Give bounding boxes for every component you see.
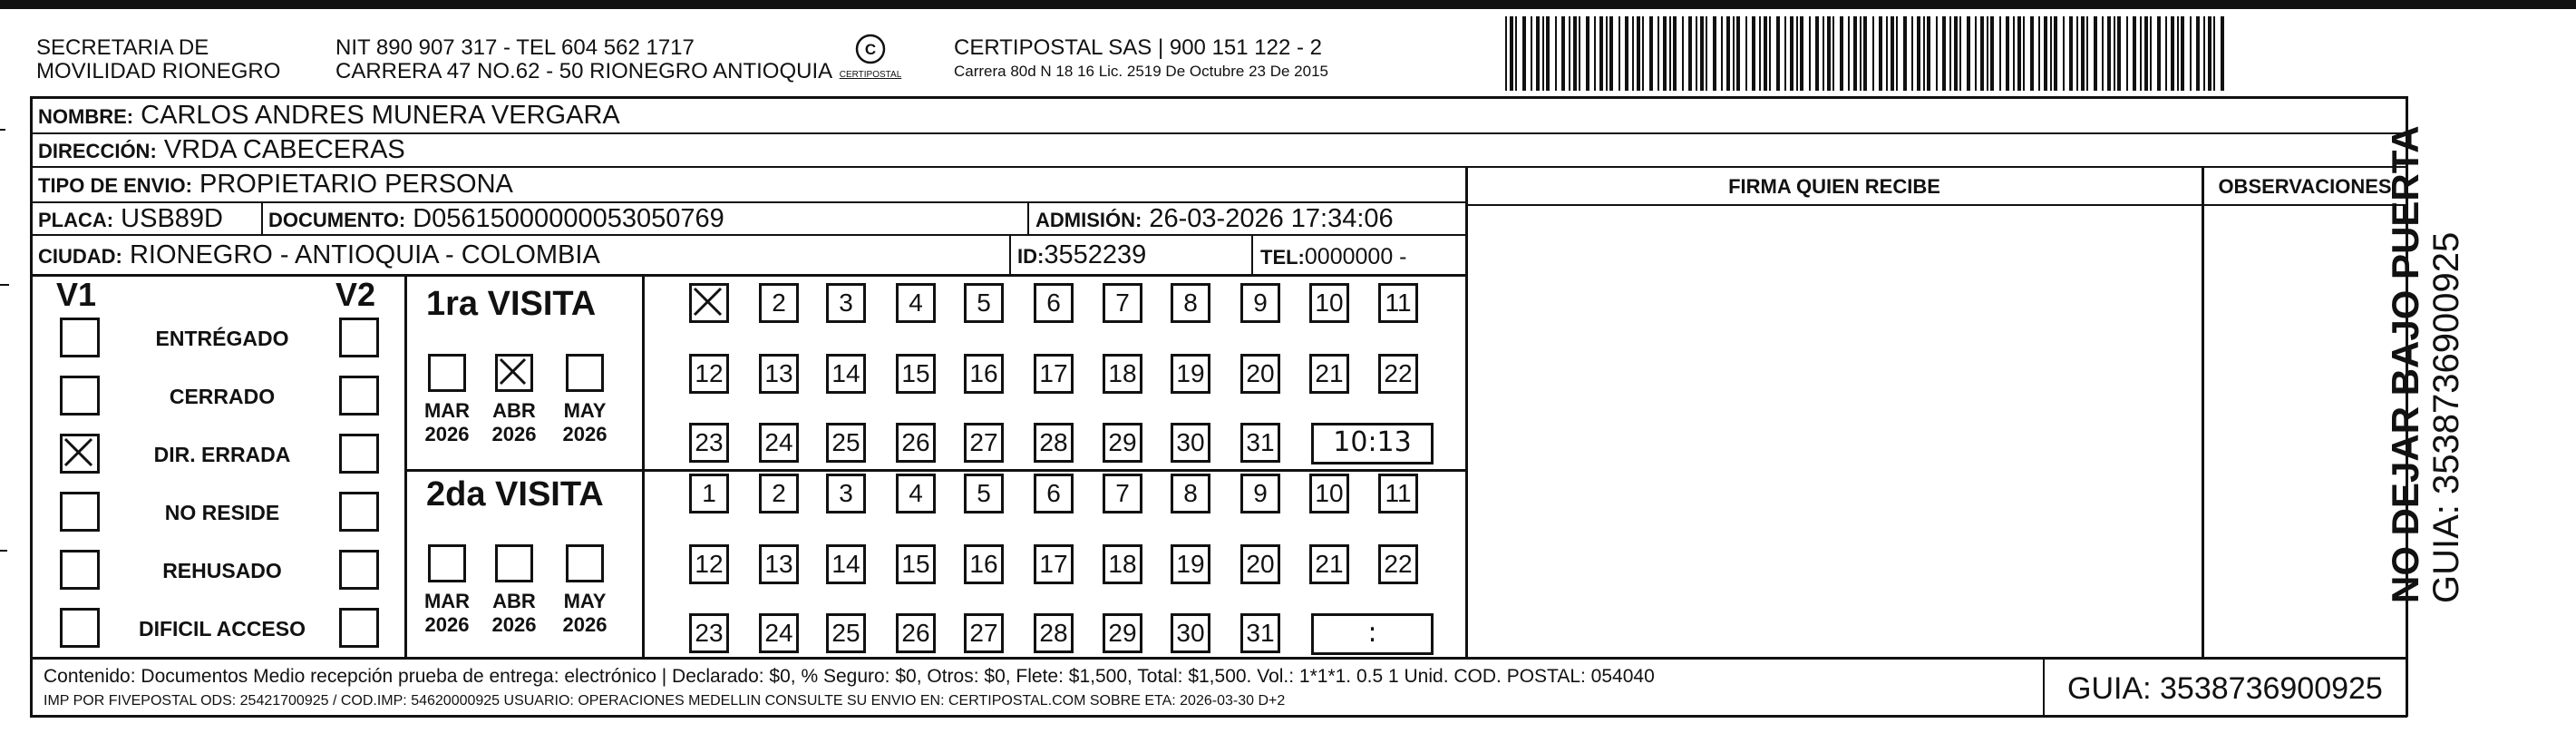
direccion-value: VRDA CABECERAS	[163, 135, 405, 164]
status-option-label: DIR. ERRADA	[153, 443, 291, 466]
month-year: 2026	[562, 613, 608, 636]
barcode-bar	[1891, 16, 1894, 91]
day-box[interactable]: 25	[826, 423, 866, 463]
nombre-value: CARLOS ANDRES MUNERA VERGARA	[141, 101, 620, 130]
barcode-bar	[1759, 16, 1761, 91]
firma-header: FIRMA QUIEN RECIBE	[1728, 175, 1940, 198]
barcode-bar	[2144, 16, 2148, 91]
day-box[interactable]: 6	[1034, 474, 1074, 513]
day-box[interactable]: 3	[826, 283, 866, 323]
v1-checkbox[interactable]	[60, 608, 100, 648]
day-box[interactable]: 11	[1378, 474, 1418, 513]
nombre-row	[38, 100, 620, 132]
barcode-bar	[1531, 16, 1532, 91]
month-name: MAR	[423, 590, 471, 612]
v1-checkbox[interactable]	[60, 376, 100, 416]
svg-text:C: C	[864, 41, 877, 58]
barcode-bar	[1663, 16, 1667, 91]
day-box[interactable]: 14	[826, 544, 866, 584]
barcode-bar	[2117, 16, 2121, 91]
v2-checkbox[interactable]	[339, 434, 379, 474]
secretaria-line1: SECRETARIA DE	[36, 35, 209, 60]
barcode-bar	[1713, 16, 1716, 91]
tipo-envio-value: PROPIETARIO PERSONA	[199, 170, 513, 199]
barcode-bar	[1784, 16, 1786, 91]
documento-cell	[268, 203, 724, 236]
month-label	[415, 590, 479, 637]
month-name: MAY	[563, 590, 607, 612]
barcode-bar	[1522, 16, 1526, 91]
month-checkbox[interactable]	[428, 544, 466, 582]
barcode-bar	[1682, 16, 1684, 91]
barcode-bar	[1536, 16, 1540, 91]
barcode-bar	[2203, 16, 2205, 91]
barcode-bar	[1936, 16, 1938, 91]
barcode-bar	[1649, 16, 1653, 91]
barcode-bar	[2063, 16, 2065, 91]
day-box[interactable]: 23	[689, 613, 729, 653]
day-box[interactable]: 17	[1034, 354, 1074, 394]
check-mark-icon	[498, 357, 530, 389]
barcode-bar	[1619, 16, 1620, 91]
placa-value: USB89D	[121, 204, 223, 233]
status-option-label: NO RESIDE	[164, 501, 280, 524]
barcode-bar	[1954, 16, 1958, 91]
barcode-bar	[1733, 16, 1735, 91]
barcode-bar	[1815, 16, 1819, 91]
status-option-label: CERRADO	[169, 385, 276, 408]
v1-checkbox[interactable]	[60, 318, 100, 357]
visit-title-divider	[642, 277, 645, 659]
day-box[interactable]: 24	[759, 613, 799, 653]
barcode-bar	[1860, 16, 1862, 91]
barcode-bar	[1594, 16, 1596, 91]
day-box[interactable]: 19	[1171, 544, 1210, 584]
visit-separator	[404, 469, 1467, 472]
day-box[interactable]: 14	[826, 354, 866, 394]
day-box[interactable]: 28	[1034, 613, 1074, 653]
barcode-bar	[1745, 16, 1747, 91]
id-value: 3552239	[1044, 240, 1147, 269]
barcode-bar	[1609, 16, 1613, 91]
barcode-bar	[2171, 16, 2174, 91]
top-border	[0, 0, 2576, 9]
barcode-bar	[1673, 16, 1677, 91]
day-box[interactable]: 7	[1103, 283, 1142, 323]
footer-guia: GUIA: 3538736900925	[2067, 671, 2383, 706]
barcode-bar	[1975, 16, 1977, 91]
status-option-label: ENTRÉGADO	[155, 327, 289, 350]
month-label	[482, 399, 546, 446]
footer-imp: IMP POR FIVEPOSTAL ODS: 25421700925 / COD.IMP: 54620000925 USUARIO: OPERACIONES MEDELLIN CONSULTE SU ENVIO EN: CERTIPOSTAL.COM SOBRE ETA: 2026-03-30 D+2	[44, 693, 1286, 709]
certipostal-logo	[832, 33, 909, 80]
day-box[interactable]: 10	[1309, 474, 1349, 513]
admision-value: 26-03-2026 17:34:06	[1149, 204, 1394, 233]
barcode-bar	[1515, 16, 1517, 91]
barcode-bar	[1632, 16, 1634, 91]
tipo-envio-label: TIPO DE ENVIO:	[38, 174, 192, 197]
barcode-bar	[1980, 16, 1984, 91]
barcode-bar	[1669, 16, 1671, 91]
form-left-border	[30, 96, 33, 717]
day-box[interactable]	[689, 283, 729, 323]
certipostal-line2: Carrera 80d N 18 16 Lic. 2519 De Octubre 23 De 2015	[954, 63, 1328, 80]
day-box[interactable]: 23	[689, 423, 729, 463]
barcode-bar	[1911, 16, 1913, 91]
day-box[interactable]: 2	[759, 283, 799, 323]
day-box[interactable]: 22	[1378, 544, 1418, 584]
barcode-bar	[1752, 16, 1755, 91]
barcode-bar	[1903, 16, 1907, 91]
barcode-bar	[1726, 16, 1730, 91]
day-box[interactable]: 11	[1378, 283, 1418, 323]
day-box[interactable]: 30	[1171, 423, 1210, 463]
guia-divider	[2043, 659, 2045, 717]
day-box[interactable]: 15	[896, 354, 936, 394]
month-name: ABR	[492, 399, 536, 422]
margin-mark	[0, 550, 7, 552]
barcode-bar	[1796, 16, 1798, 91]
firma-area[interactable]	[1470, 207, 2200, 655]
barcode-bar	[1927, 16, 1930, 91]
v2-checkbox[interactable]	[339, 608, 379, 648]
placa-divider	[261, 201, 263, 236]
month-label	[482, 590, 546, 637]
side-text	[2385, 125, 2466, 603]
barcode-bar	[1809, 16, 1811, 91]
id-cell	[1017, 240, 1146, 272]
barcode-bar	[1579, 16, 1580, 91]
month-checkbox[interactable]	[495, 354, 533, 392]
ciudad-value: RIONEGRO - ANTIOQUIA - COLOMBIA	[129, 240, 600, 269]
observaciones-area[interactable]	[2206, 207, 2404, 655]
barcode-bar	[2081, 16, 2085, 91]
barcode-bar	[2190, 16, 2192, 91]
day-box[interactable]: 1	[689, 474, 729, 513]
month-year: 2026	[424, 423, 470, 445]
barcode-bar	[2133, 16, 2136, 91]
day-box[interactable]: 30	[1171, 613, 1210, 653]
admision-cell	[1035, 203, 1394, 236]
day-box[interactable]: 7	[1103, 474, 1142, 513]
time-box[interactable]: 10:13	[1311, 423, 1434, 465]
barcode	[1505, 16, 2231, 91]
time-box[interactable]: :	[1311, 613, 1434, 655]
barcode-bar	[2107, 16, 2111, 91]
barcode-bar	[1637, 16, 1640, 91]
v1-checkbox[interactable]	[60, 434, 100, 474]
barcode-bar	[2023, 16, 2025, 91]
form-bottom-border	[30, 715, 2407, 718]
barcode-bar	[1599, 16, 1603, 91]
tel-cell	[1260, 241, 1407, 273]
month-name: MAR	[423, 399, 471, 422]
barcode-bar	[1688, 16, 1692, 91]
day-box[interactable]: 29	[1103, 423, 1142, 463]
admision-divider	[1027, 201, 1029, 236]
barcode-bar	[1987, 16, 1988, 91]
month-checkbox[interactable]	[566, 354, 604, 392]
check-mark-icon	[63, 436, 97, 471]
barcode-bar	[2114, 16, 2115, 91]
nombre-label: NOMBRE:	[38, 105, 134, 128]
day-box[interactable]: 4	[896, 474, 936, 513]
logo-text: CERTIPOSTAL	[839, 70, 902, 80]
documento-label: DOCUMENTO:	[268, 209, 406, 231]
v2-checkbox[interactable]	[339, 492, 379, 532]
month-year: 2026	[424, 613, 470, 636]
barcode-bar	[2076, 16, 2078, 91]
barcode-bar	[1586, 16, 1589, 91]
barcode-bar	[1840, 16, 1843, 91]
footer-top-line	[30, 657, 2407, 660]
barcode-bar	[1561, 16, 1565, 91]
barcode-bar	[1776, 16, 1780, 91]
day-box[interactable]: 26	[896, 423, 936, 463]
barcode-bar	[1896, 16, 1898, 91]
barcode-bar	[2181, 16, 2184, 91]
barcode-bar	[1872, 16, 1874, 91]
tel-label: TEL:	[1260, 246, 1305, 269]
day-box[interactable]: 27	[964, 613, 1004, 653]
day-box[interactable]: 31	[1240, 423, 1280, 463]
month-name: ABR	[492, 590, 536, 612]
barcode-bar	[2069, 16, 2073, 91]
day-box[interactable]: 25	[826, 613, 866, 653]
barcode-bar	[1832, 16, 1834, 91]
observaciones-header: OBSERVACIONES	[2218, 175, 2392, 198]
ciudad-label: CIUDAD:	[38, 245, 122, 268]
status-divider	[404, 277, 407, 659]
day-box[interactable]: 21	[1309, 354, 1349, 394]
address-line: CARRERA 47 NO.62 - 50 RIONEGRO ANTIOQUIA	[335, 59, 833, 83]
admision-label: ADMISIÓN:	[1035, 209, 1142, 231]
v1-checkbox[interactable]	[60, 550, 100, 590]
barcode-bar	[1923, 16, 1925, 91]
right-header-line	[1467, 204, 2407, 206]
barcode-bar	[1505, 16, 1507, 91]
day-box[interactable]: 18	[1103, 544, 1142, 584]
day-box[interactable]: 21	[1309, 544, 1349, 584]
v1-label: V1	[56, 276, 97, 313]
tel-value: 0000000 -	[1304, 244, 1407, 269]
month-label	[415, 399, 479, 446]
barcode-bar	[1769, 16, 1771, 91]
barcode-bar	[2165, 16, 2167, 91]
day-box[interactable]: 20	[1240, 354, 1280, 394]
tipo-envio-row	[38, 169, 513, 201]
barcode-bar	[2006, 16, 2009, 91]
form-top-border	[30, 96, 2407, 99]
barcode-bar	[1790, 16, 1793, 91]
month-name: MAY	[563, 399, 607, 422]
barcode-bar	[1721, 16, 1723, 91]
day-box[interactable]: 13	[759, 354, 799, 394]
day-box[interactable]: 3	[826, 474, 866, 513]
v2-checkbox[interactable]	[339, 550, 379, 590]
status-option-label: DIFICIL ACCESO	[138, 617, 306, 641]
day-box[interactable]: 24	[759, 423, 799, 463]
barcode-bar	[1606, 16, 1608, 91]
barcode-bar	[2030, 16, 2034, 91]
v2-label: V2	[335, 276, 376, 313]
barcode-bar	[1546, 16, 1550, 91]
day-box[interactable]: 26	[896, 613, 936, 653]
barcode-bar	[1959, 16, 1961, 91]
secretaria-block	[36, 36, 280, 83]
day-box[interactable]: 10	[1309, 283, 1349, 323]
v2-checkbox[interactable]	[339, 376, 379, 416]
barcode-bar	[1863, 16, 1867, 91]
barcode-bar	[1706, 16, 1707, 91]
day-box[interactable]: 19	[1171, 354, 1210, 394]
month-checkbox[interactable]	[428, 354, 466, 392]
month-label	[553, 399, 617, 446]
barcode-bar	[2208, 16, 2211, 91]
nit-block	[335, 36, 832, 83]
barcode-bar	[1657, 16, 1659, 91]
day-box[interactable]: 15	[896, 544, 936, 584]
day-box[interactable]: 12	[689, 544, 729, 584]
barcode-bar	[1999, 16, 2001, 91]
barcode-bar	[2017, 16, 2021, 91]
month-label	[553, 590, 617, 637]
day-box[interactable]: 13	[759, 544, 799, 584]
day-box[interactable]: 2	[759, 474, 799, 513]
barcode-bar	[1827, 16, 1831, 91]
day-box[interactable]: 18	[1103, 354, 1142, 394]
visit-title: 2da VISITA	[426, 475, 604, 513]
month-checkbox[interactable]	[566, 544, 604, 582]
barcode-bar	[1625, 16, 1628, 91]
barcode-bar	[1879, 16, 1882, 91]
barcode-bar	[1800, 16, 1803, 91]
ciudad-cell	[38, 240, 600, 272]
barcode-bar	[1990, 16, 1994, 91]
direccion-label: DIRECCIÓN:	[38, 140, 157, 162]
observaciones-left-line	[2202, 166, 2204, 659]
v2-checkbox[interactable]	[339, 318, 379, 357]
barcode-bar	[2126, 16, 2128, 91]
barcode-bar	[1853, 16, 1857, 91]
barcode-bar	[1510, 16, 1513, 91]
footer-contenido: Contenido: Documentos Medio recepción prueba de entrega: electrónico | Declarado: $0, % Seguro: $0, Otros: $0, Flete: $1,500, Total: $1,500. Vol.: 1*1*1. 0.5 1 Unid. COD. POSTAL: 054040	[44, 666, 1655, 687]
placa-cell	[38, 203, 223, 236]
day-box[interactable]: 4	[896, 283, 936, 323]
barcode-bar	[2157, 16, 2161, 91]
day-box[interactable]: 9	[1240, 474, 1280, 513]
barcode-bar	[1848, 16, 1850, 91]
barcode-bar	[2038, 16, 2040, 91]
barcode-bar	[2094, 16, 2097, 91]
barcode-bar	[1696, 16, 1697, 91]
barcode-bar	[2177, 16, 2179, 91]
barcode-bar	[1542, 16, 1544, 91]
documento-value: D05615000000053050769	[413, 204, 724, 233]
id-label: ID:	[1017, 245, 1045, 268]
logo-icon	[854, 33, 887, 65]
side-warning: NO DEJAR BAJO PUERTA	[2384, 125, 2426, 603]
day-box[interactable]: 16	[964, 354, 1004, 394]
month-checkbox[interactable]	[495, 544, 533, 582]
day-box[interactable]: 5	[964, 283, 1004, 323]
barcode-bar	[1573, 16, 1577, 91]
day-box[interactable]: 8	[1171, 474, 1210, 513]
secretaria-line2: MOVILIDAD RIONEGRO	[36, 59, 281, 83]
barcode-bar	[1764, 16, 1767, 91]
day-box[interactable]: 6	[1034, 283, 1074, 323]
nit-line: NIT 890 907 317 - TEL 604 562 1717	[335, 35, 695, 60]
barcode-bar	[2013, 16, 2015, 91]
day-box[interactable]: 8	[1171, 283, 1210, 323]
margin-mark	[0, 129, 5, 131]
certipostal-block	[954, 36, 1328, 81]
barcode-bar	[1823, 16, 1824, 91]
day-box[interactable]: 16	[964, 544, 1004, 584]
certipostal-line1: CERTIPOSTAL SAS | 900 151 122 - 2	[954, 35, 1322, 60]
barcode-bar	[2102, 16, 2104, 91]
check-mark-icon	[692, 286, 726, 320]
barcode-bar	[1736, 16, 1740, 91]
barcode-bar	[2150, 16, 2152, 91]
barcode-bar	[2050, 16, 2052, 91]
day-box[interactable]: 31	[1240, 613, 1280, 653]
day-box[interactable]: 5	[964, 474, 1004, 513]
v1-checkbox[interactable]	[60, 492, 100, 532]
barcode-bar	[2196, 16, 2200, 91]
day-box[interactable]: 22	[1378, 354, 1418, 394]
margin-mark	[0, 284, 9, 286]
id-divider	[1009, 234, 1011, 276]
side-guia: GUIA: 3538736900925	[2426, 231, 2466, 603]
barcode-bar	[1700, 16, 1704, 91]
barcode-bar	[1642, 16, 1644, 91]
barcode-bar	[1967, 16, 1970, 91]
status-option-label: REHUSADO	[162, 559, 282, 582]
barcode-bar	[1917, 16, 1920, 91]
day-box[interactable]: 27	[964, 423, 1004, 463]
barcode-bar	[1886, 16, 1888, 91]
barcode-bar	[1949, 16, 1951, 91]
barcode-bar	[2221, 16, 2224, 91]
placa-label: PLACA:	[38, 209, 114, 231]
firma-left-line	[1465, 166, 1468, 659]
barcode-bar	[1555, 16, 1557, 91]
direccion-row	[38, 134, 405, 167]
day-box[interactable]: 20	[1240, 544, 1280, 584]
day-box[interactable]: 9	[1240, 283, 1280, 323]
day-box[interactable]: 28	[1034, 423, 1074, 463]
day-box[interactable]: 29	[1103, 613, 1142, 653]
day-box[interactable]: 17	[1034, 544, 1074, 584]
barcode-bar	[2213, 16, 2215, 91]
barcode-bar	[2054, 16, 2057, 91]
barcode-bar	[2086, 16, 2088, 91]
barcode-bar	[2044, 16, 2047, 91]
month-year: 2026	[562, 423, 608, 445]
barcode-bar	[1569, 16, 1570, 91]
day-box[interactable]: 12	[689, 354, 729, 394]
visit-title: 1ra VISITA	[426, 285, 597, 323]
tel-divider	[1251, 234, 1253, 276]
barcode-bar	[2140, 16, 2142, 91]
month-year: 2026	[491, 613, 537, 636]
month-year: 2026	[491, 423, 537, 445]
barcode-bar	[1942, 16, 1946, 91]
